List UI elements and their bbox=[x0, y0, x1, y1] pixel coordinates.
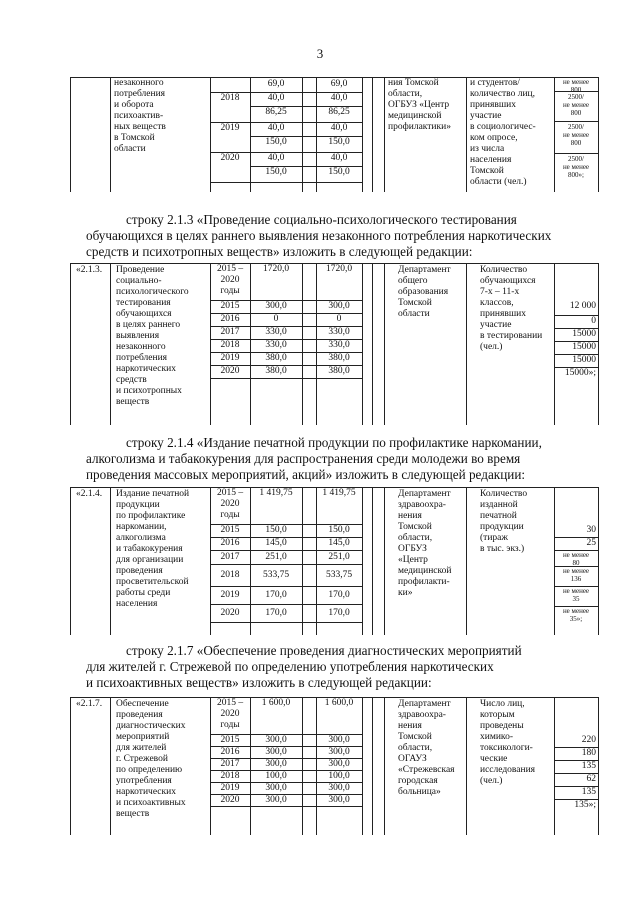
row-value-total: 380,0 bbox=[265, 366, 287, 376]
row-value-total: 40,0 bbox=[267, 123, 285, 133]
row-value-total: 330,0 bbox=[265, 327, 287, 337]
paragraph-2-1-7 bbox=[86, 643, 596, 691]
row-value-regional: 150,0 bbox=[328, 167, 350, 177]
row-value-total: 251,0 bbox=[265, 551, 287, 562]
column-line bbox=[372, 263, 373, 425]
row-value-total: 380,0 bbox=[265, 353, 287, 363]
column-line bbox=[362, 487, 363, 635]
row-year: 2018 bbox=[220, 569, 240, 580]
indicator-name: Число лиц, которым проведены химико- токсикологи- ческие исследования (чел.) bbox=[480, 699, 536, 786]
target-value: не менее 35 bbox=[562, 587, 590, 603]
row-value-total: 300,0 bbox=[265, 735, 287, 745]
row-divider bbox=[210, 586, 362, 587]
row-year: 2018 bbox=[220, 340, 240, 350]
row-value-regional: 533,75 bbox=[325, 569, 353, 580]
row-value-total: 300,0 bbox=[265, 795, 287, 805]
target-value: 2500/ не менее 800 bbox=[562, 123, 590, 147]
paragraph-line: проведения массовых мероприятий, акций» изложить в следующей редакции: bbox=[86, 467, 526, 482]
paragraph-line: обучающихся в целях раннего выявления незаконного потребления наркотических bbox=[86, 228, 552, 243]
row-value-total: 300,0 bbox=[265, 301, 287, 311]
row-year: 2018 bbox=[220, 93, 240, 103]
regional-amount: 1 419,75 bbox=[322, 488, 356, 498]
table-2-1-7 bbox=[70, 697, 598, 835]
row-value-total: 69,0 bbox=[267, 79, 285, 89]
row-value-total: 330,0 bbox=[265, 340, 287, 350]
paragraph-2-1-3 bbox=[86, 212, 596, 260]
target-value: 180 bbox=[581, 748, 596, 758]
column-line bbox=[302, 487, 303, 635]
row-year: 2019 bbox=[220, 783, 240, 793]
row-code: «2.1.4. bbox=[76, 489, 103, 499]
period: 2015 – 2020 годы bbox=[216, 264, 244, 296]
row-year: 2018 bbox=[220, 771, 240, 781]
paragraph-line: строку 2.1.3 «Проведение социально-психологического тестирования bbox=[126, 212, 517, 227]
row-value-total: 0 bbox=[273, 314, 279, 324]
row-year: 2017 bbox=[220, 759, 240, 769]
target-value: 0 bbox=[591, 316, 596, 326]
row-value-total: 150,0 bbox=[265, 167, 287, 177]
column-line bbox=[466, 263, 467, 425]
paragraph-line: для жителей г. Стрежевой по определению употребления наркотических bbox=[86, 659, 494, 674]
row-value-regional: 40,0 bbox=[330, 153, 348, 163]
paragraph-line: и психоактивных веществ» изложить в следующей редакции: bbox=[86, 675, 432, 690]
target-value: 30 bbox=[586, 525, 596, 535]
target-value: не менее 136 bbox=[562, 567, 590, 583]
paragraph-line: средств и психотропных веществ» изложить в следующей редакции: bbox=[86, 244, 473, 259]
row-value-regional: 330,0 bbox=[328, 327, 350, 337]
column-line bbox=[302, 263, 303, 425]
top-table-indicator: и студентов/ количество лиц, принявших участие в социологичес- ком опросе, из числа населения Томской области (чел.) bbox=[470, 78, 536, 187]
target-value: 15000 bbox=[572, 329, 596, 339]
column-line bbox=[384, 697, 385, 835]
column-line bbox=[302, 697, 303, 835]
row-value-regional: 170,0 bbox=[328, 607, 350, 618]
indicator-name: Количество обучающихся 7-х – 11-х классов, принявших участие в тестировании (чел.) bbox=[480, 265, 543, 352]
row-year: 2015 bbox=[220, 525, 240, 535]
row-year: 2020 bbox=[220, 366, 240, 376]
column-line bbox=[598, 263, 599, 425]
period: 2015 – 2020 годы bbox=[216, 698, 244, 730]
target-value: 2500/ не менее 800»; bbox=[562, 155, 590, 179]
indicator-name: Количество изданной печатной продукции (тираж в тыс. экз.) bbox=[480, 489, 528, 554]
column-line bbox=[110, 263, 111, 425]
row-value-total: 170,0 bbox=[265, 589, 287, 600]
row-divider bbox=[210, 564, 362, 565]
row-year: 2015 bbox=[220, 301, 240, 311]
department: Департамент здравоохра- нения Томской области, ОГБУЗ «Центр медицинской профилакти- ки» bbox=[398, 489, 452, 598]
row-value-regional: 150,0 bbox=[328, 525, 350, 535]
regional-amount: 1 600,0 bbox=[324, 698, 354, 708]
column-line bbox=[466, 487, 467, 635]
row-year: 2016 bbox=[220, 538, 240, 548]
target-value: 15000»; bbox=[564, 368, 596, 378]
row-year: 2016 bbox=[220, 314, 240, 324]
column-line bbox=[70, 263, 71, 425]
column-line bbox=[384, 487, 385, 635]
target-value: 25 bbox=[586, 538, 596, 548]
target-value: не менее 80 bbox=[562, 551, 590, 567]
row-value-regional: 150,0 bbox=[328, 137, 350, 147]
row-value-total: 300,0 bbox=[265, 783, 287, 793]
paragraph-2-1-4 bbox=[86, 435, 596, 483]
row-code: «2.1.3. bbox=[76, 265, 103, 275]
activity-name: Обеспечение проведения диагностических мероприятий для жителей г. Стрежевой по определению употребления наркотических и психоактивных веществ bbox=[116, 699, 186, 819]
row-value-regional: 300,0 bbox=[328, 783, 350, 793]
column-line bbox=[598, 697, 599, 835]
row-value-total: 150,0 bbox=[265, 525, 287, 535]
row-divider bbox=[210, 182, 362, 183]
total-amount: 1720,0 bbox=[262, 264, 290, 274]
column-line bbox=[372, 487, 373, 635]
row-value-total: 40,0 bbox=[267, 93, 285, 103]
activity-name: Издание печатной продукции по профилактике наркомании, алкоголизма и табакокурения для организации проведения просветительской работы среди населения bbox=[116, 489, 190, 609]
row-year: 2019 bbox=[220, 353, 240, 363]
target-value: 135 bbox=[581, 761, 596, 771]
row-year: 2019 bbox=[220, 123, 240, 133]
target-value: не менее 35»; bbox=[562, 607, 590, 623]
row-value-regional: 380,0 bbox=[328, 366, 350, 376]
row-value-total: 145,0 bbox=[265, 538, 287, 548]
paragraph-line: строку 2.1.7 «Обеспечение проведения диагностических мероприятий bbox=[126, 643, 522, 658]
paragraph-line: алкоголизма и табакокурения для распространения среди молодежи во время bbox=[86, 451, 521, 466]
row-value-total: 170,0 bbox=[265, 607, 287, 618]
row-value-total: 86,25 bbox=[265, 107, 287, 117]
row-year: 2020 bbox=[220, 795, 240, 805]
column-line bbox=[362, 263, 363, 425]
row-value-regional: 100,0 bbox=[328, 771, 350, 781]
target-value: 135 bbox=[581, 787, 596, 797]
row-value-regional: 300,0 bbox=[328, 735, 350, 745]
row-value-total: 300,0 bbox=[265, 747, 287, 757]
period: 2015 – 2020 годы bbox=[216, 488, 244, 520]
row-divider bbox=[210, 622, 362, 623]
row-value-regional: 330,0 bbox=[328, 340, 350, 350]
column-line bbox=[70, 487, 71, 635]
row-divider bbox=[210, 604, 362, 605]
row-year: 2017 bbox=[220, 327, 240, 337]
row-year: 2020 bbox=[220, 153, 240, 163]
row-value-regional: 69,0 bbox=[330, 79, 348, 89]
department: Департамент общего образования Томской области bbox=[398, 265, 451, 319]
row-value-regional: 380,0 bbox=[328, 353, 350, 363]
column-line bbox=[362, 697, 363, 835]
table-2-1-3 bbox=[70, 263, 598, 425]
row-value-regional: 0 bbox=[336, 314, 342, 324]
row-value-total: 100,0 bbox=[265, 771, 287, 781]
department: Департамент здравоохра- нения Томской области, ОГАУЗ «Стрежевская городская больница» bbox=[398, 699, 455, 797]
regional-amount: 1720,0 bbox=[325, 264, 353, 274]
column-line bbox=[372, 697, 373, 835]
column-line bbox=[70, 697, 71, 835]
top-table bbox=[70, 77, 598, 192]
row-year: 2020 bbox=[220, 607, 240, 618]
total-amount: 1 419,75 bbox=[259, 488, 293, 498]
row-value-regional: 40,0 bbox=[330, 93, 348, 103]
row-value-regional: 300,0 bbox=[328, 301, 350, 311]
row-value-regional: 300,0 bbox=[328, 747, 350, 757]
row-year: 2016 bbox=[220, 747, 240, 757]
row-value-regional: 86,25 bbox=[328, 107, 350, 117]
row-value-regional: 300,0 bbox=[328, 795, 350, 805]
target-value: 220 bbox=[581, 735, 596, 745]
row-divider bbox=[554, 153, 598, 154]
row-value-total: 40,0 bbox=[267, 153, 285, 163]
column-line bbox=[384, 263, 385, 425]
activity-name: Проведение социально- психологического тестирования обучающихся в целях раннего выявления незаконного потребления наркотических средств и психотропных веществ bbox=[116, 265, 189, 407]
target-value: 15000 bbox=[572, 355, 596, 365]
target-value: не менее 800 bbox=[562, 78, 590, 94]
target-value: 135»; bbox=[574, 800, 596, 810]
row-year: 2017 bbox=[220, 551, 240, 562]
row-value-regional: 40,0 bbox=[330, 123, 348, 133]
target-value: 12 000 bbox=[569, 301, 596, 311]
row-divider bbox=[554, 91, 598, 92]
row-value-total: 533,75 bbox=[262, 569, 290, 580]
total-amount: 1 600,0 bbox=[261, 698, 291, 708]
row-value-regional: 170,0 bbox=[328, 589, 350, 600]
target-value: 62 bbox=[586, 774, 596, 784]
row-divider bbox=[554, 121, 598, 122]
row-divider bbox=[210, 378, 362, 379]
table-2-1-4 bbox=[70, 487, 598, 635]
row-value-regional: 300,0 bbox=[328, 759, 350, 769]
column-line bbox=[598, 487, 599, 635]
top-table-activity: незаконного потребления и оборота психоактив- ных веществ в Томской области bbox=[114, 78, 166, 154]
row-divider bbox=[210, 806, 362, 807]
row-value-total: 300,0 bbox=[265, 759, 287, 769]
row-value-regional: 251,0 bbox=[328, 551, 350, 562]
paragraph-line: строку 2.1.4 «Издание печатной продукции по профилактике наркомании, bbox=[126, 435, 542, 450]
row-year: 2019 bbox=[220, 589, 240, 600]
top-table-department: ния Томской области, ОГБУЗ «Центр медицинской профилактики» bbox=[388, 78, 451, 132]
target-value: 15000 bbox=[572, 342, 596, 352]
row-value-regional: 145,0 bbox=[328, 538, 350, 548]
row-value-total: 150,0 bbox=[265, 137, 287, 147]
column-line bbox=[110, 487, 111, 635]
column-line bbox=[466, 697, 467, 835]
row-year: 2015 bbox=[220, 735, 240, 745]
target-value: 2500/ не менее 800 bbox=[562, 93, 590, 117]
page-number: 3 bbox=[316, 46, 324, 61]
row-code: «2.1.7. bbox=[76, 699, 103, 709]
column-line bbox=[110, 697, 111, 835]
